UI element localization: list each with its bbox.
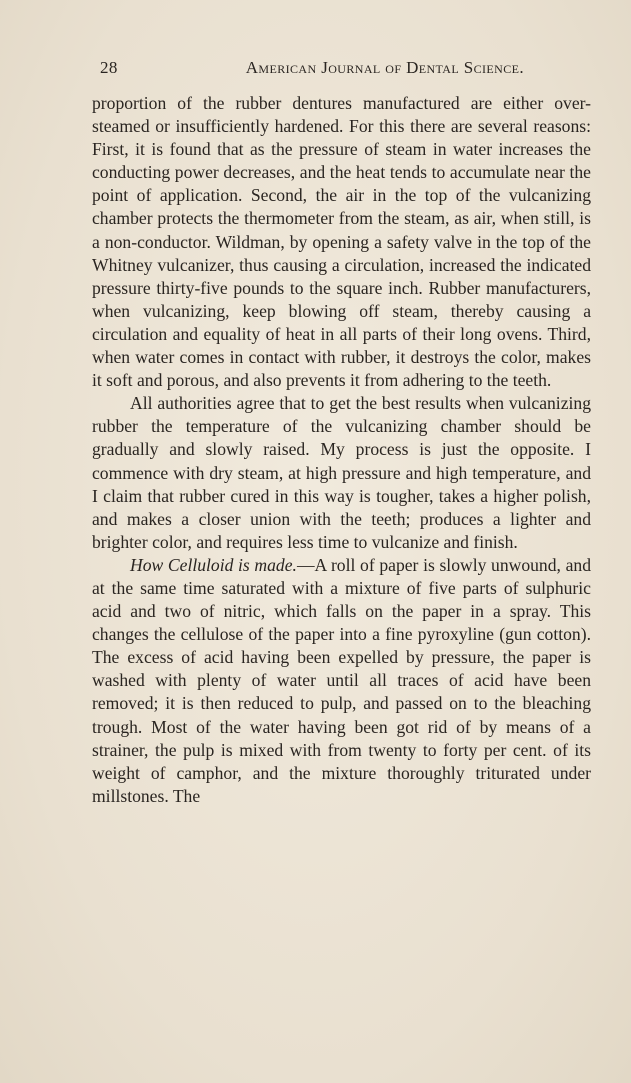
paragraph-celluloid-text: —A roll of paper is slowly unwound, and at the same time saturated with a mixture of five parts of sulphuric acid and two of nitric, which falls on the paper in a spray. This changes the cellulose of the paper into a fine pyroxyline (gun cotton). The excess of acid having been expelled by pressure, the paper is washed with plenty of water until all traces of acid have been removed; it is then reduced to pulp, and passed on to the bleaching trough. Most of the water having been got rid of by means of a strainer, the pulp is mixed with from twenty to forty per cent. of its weight of camphor, and the mixture thoroughly triturated under millstones. The xyxy=(92,554,591,806)
paragraph-rubber-dentures: proportion of the rubber dentures manufactured are either over-steamed or insufficiently hardened. For this there are several reasons: First, it is found that as the pressure of steam in water increases the conducting power decreases, and the heat tends to accumulate near the point of application. Second, the air in the top of the vulcanizing chamber protects the thermometer from the steam, as air, when still, is a non-conductor. Wildman, by opening a safety valve in the top of the Whitney vulcanizer, thus causing a circulation, increased the indicated pressure thirty-five pounds to the square inch. Rubber manufacturers, when vulcanizing, keep blowing off steam, thereby causing a circulation and equality of heat in all parts of their long ovens. Third, when water comes in contact with rubber, it destroys the color, makes it soft and porous, and also prevents it from adhering to the teeth. xyxy=(92,93,591,391)
journal-title: American Journal of Dental Science. xyxy=(245,58,524,77)
paragraph-celluloid xyxy=(92,554,591,808)
page-number: 28 xyxy=(100,58,118,77)
article-body xyxy=(92,92,591,808)
section-heading-celluloid: How Celluloid is made. xyxy=(130,554,297,575)
running-head xyxy=(100,58,524,82)
paragraph-vulcanizing-process: All authorities agree that to get the best results when vulcanizing rubber the temperature of the vulcanizing chamber should be gradually and slowly raised. My process is just the opposite. I commence with dry steam, at high pressure and high temperature, and I claim that rubber cured in this way is tougher, takes a higher polish, and makes a closer union with the teeth; produces a lighter and brighter color, and requires less time to vulcanize and finish. xyxy=(92,393,591,552)
